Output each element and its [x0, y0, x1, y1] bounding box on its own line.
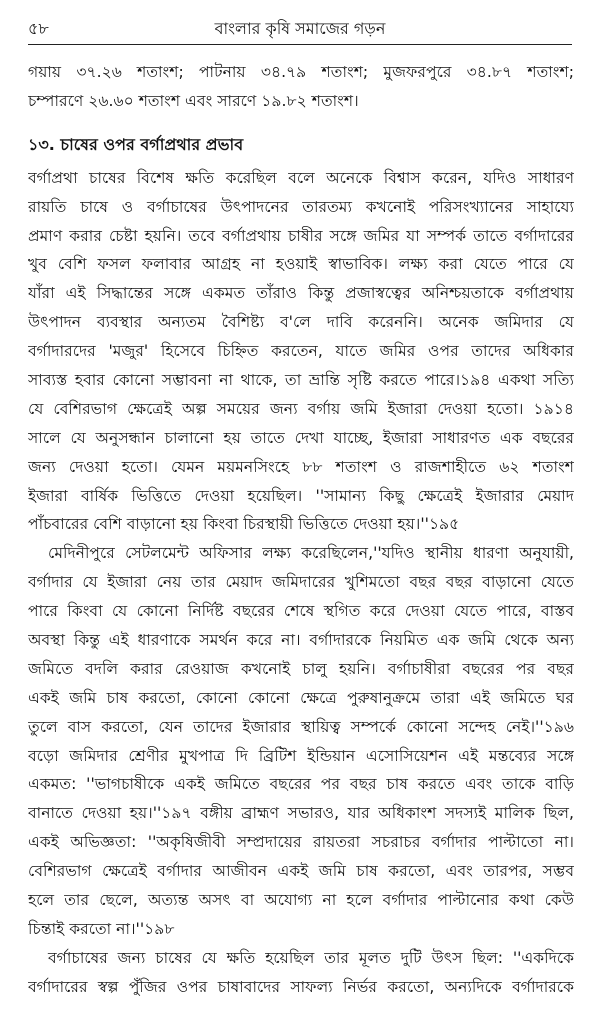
text-line: চম্পারণে ২৬.৬০ শতাংশ এবং সারণে ১৯.৮২ শতাংশ।	[28, 91, 359, 110]
text-line: বড়ো জমিদার শ্রেণীর মুখপাত্র দি ব্রিটিশ ইন্ডিয়ান এসোসিয়েশন এই মন্তব্যের সঙ্গে	[28, 746, 574, 765]
text-line: উৎপাদন ব্যবস্থার অন্যতম বৈশিষ্ট্য ব'লে দাবি করেননি। অনেক জমিদার যে	[28, 313, 574, 332]
text-line: একমত: ''ভাগচাষীকে একই জমিতে বছরের পর বছর চাষ করতে এবং তাকে বাড়ি	[28, 775, 574, 794]
section-heading: ১৩. চাষের ওপর বর্গাপ্রথার প্রভাব	[28, 134, 244, 154]
text-line: গয়ায় ৩৭.২৬ শতাংশ; পাটনায় ৩৪.৭৯ শতাংশ; মুজফরপুরে ৩৪.৮৭ শতাংশ;	[28, 63, 574, 81]
text-line: পাঁচবারের বেশি বাড়ানো হয় কিংবা চিরস্থায়ী ভিত্তিতে দেওয়া হয়।''১৯৫	[28, 515, 460, 534]
page-number: ৫৮	[28, 19, 49, 38]
text-line: খুব বেশি ফসল ফলাবার আগ্রহ না হওয়াই স্বাভাবিক। লক্ষ্য করা যেতে পারে যে	[28, 255, 574, 274]
text-line: যাঁরা এই সিদ্ধান্তের সঙ্গে একমত তাঁরাও কিন্তু প্রজাস্বত্বের অনিশ্চয়তাকে বর্গাপ্রথায়	[28, 284, 574, 303]
text-line: একই জমি চাষ করতো, কোনো কোনো ক্ষেত্রে পুরুষানুক্রমে তারা এই জমিতে ঘর	[28, 688, 574, 707]
text-line: বর্গাদারের স্বল্প পুঁজির ওপর চাষাবাদের সাফল্য নির্ভর করতো, অন্যদিকে বর্গাদারকে	[28, 977, 574, 996]
page-header	[28, 14, 572, 45]
text-line: বানাতে দেওয়া হয়।''১৯৭ বঙ্গীয় ব্রাহ্মণ সভারও, যার অধিকাংশ সদস্যই মালিক ছিল,	[28, 804, 574, 823]
text-line: হলে তার ছেলে, অত্যন্ত অসৎ বা অযোগ্য না হলে বর্গাদার পাল্টানোর কথা কেউ	[28, 891, 574, 910]
text-line: মেদিনীপুরে সেটলমেন্ট অফিসার লক্ষ্য করেছিলেন,''যদিও স্থানীয় ধারণা অনুযায়ী,	[48, 544, 574, 563]
text-line: চিন্তাই করতো না।''১৯৮	[28, 919, 175, 938]
text-line: বর্গাচাষের জন্য চাষের যে ক্ষতি হয়েছিল তার মূলত দুটি উৎস ছিল: ''একদিকে	[48, 948, 574, 967]
page-content	[28, 58, 574, 1002]
text-line: তুলে বাস করতো, যেন তাদের ইজারার স্থায়িত্ব সম্পর্কে কোনো সন্দেহ নেই।''১৯৬	[28, 717, 574, 736]
text-line: বর্গাদার যে ইজারা নেয় তার মেয়াদ জমিদারের খুশিমতো বছর বছর বাড়ানো যেতে	[28, 573, 574, 592]
text-line: বেশিরভাগ ক্ষেত্রেই বর্গাদার আজীবন একই জমি চাষ করতো, এবং তারপর, সম্ভব	[28, 862, 574, 881]
text-line: পারে কিংবা যে কোনো নির্দিষ্ট বছরের শেষে স্থগিত করে দেওয়া যেতে পারে, বাস্তব	[28, 602, 574, 621]
text-line: অবস্থা কিন্তু এই ধারণাকে সমর্থন করে না। বর্গাদারকে নিয়মিত এক জমি থেকে অন্য	[28, 631, 574, 650]
text-line: সালে যে অনুসন্ধান চালানো হয় তাতে দেখা যাচ্ছে, ইজারা সাধারণত এক বছরের	[28, 428, 574, 447]
text-line: যে বেশিরভাগ ক্ষেত্রেই অল্প সময়ের জন্য বর্গায় জমি ইজারা দেওয়া হতো। ১৯১৪	[28, 399, 574, 418]
text-line: জন্য দেওয়া হতো। যেমন ময়মনসিংহে ৮৮ শতাংশ ও রাজশাহীতে ৬২ শতাংশ	[28, 457, 574, 476]
running-title: বাংলার কৃষি সমাজের গড়ন	[214, 19, 386, 38]
text-line: প্রমাণ করার চেষ্টা হয়নি। তবে বর্গাপ্রথায় চাষীর সঙ্গে জমির যা সম্পর্ক তাতে বর্গাদারের	[28, 226, 574, 245]
text-line: একই অভিজ্ঞতা: ''অকৃষিজীবী সম্প্রদায়ের রায়তরা সচরাচর বর্গাদার পাল্টাতো না।	[28, 833, 574, 852]
text-line: সাব্যস্ত হবার কোনো সম্ভাবনা না থাকে, তা ভ্রান্তি সৃষ্টি করতে পারে।১৯৪ একথা সত্যি	[28, 371, 574, 390]
text-line: বর্গাপ্রথা চাষের বিশেষ ক্ষতি করেছিল বলে অনেকে বিশ্বাস করেন, যদিও সাধারণ	[28, 168, 574, 187]
text-line: রায়তি চাষে ও বর্গাচাষের উৎপাদনের তারতম্য কখনোই পরিসংখ্যানের সাহায্যে	[28, 197, 574, 216]
text-line: ইজারা বার্ষিক ভিত্তিতে দেওয়া হয়েছিল। ''সামান্য কিছু ক্ষেত্রেই ইজারার মেয়াদ	[28, 486, 574, 505]
text-line: বর্গাদারদের 'মজুর' হিসেবে চিহ্নিত করতেন, যাতে জমির ওপর তাদের অধিকার	[28, 342, 574, 361]
text-line: জমিতে বদলি করার রেওয়াজ কখনোই চালু হয়নি। বর্গাচাষীরা বছরের পর বছর	[28, 659, 574, 678]
